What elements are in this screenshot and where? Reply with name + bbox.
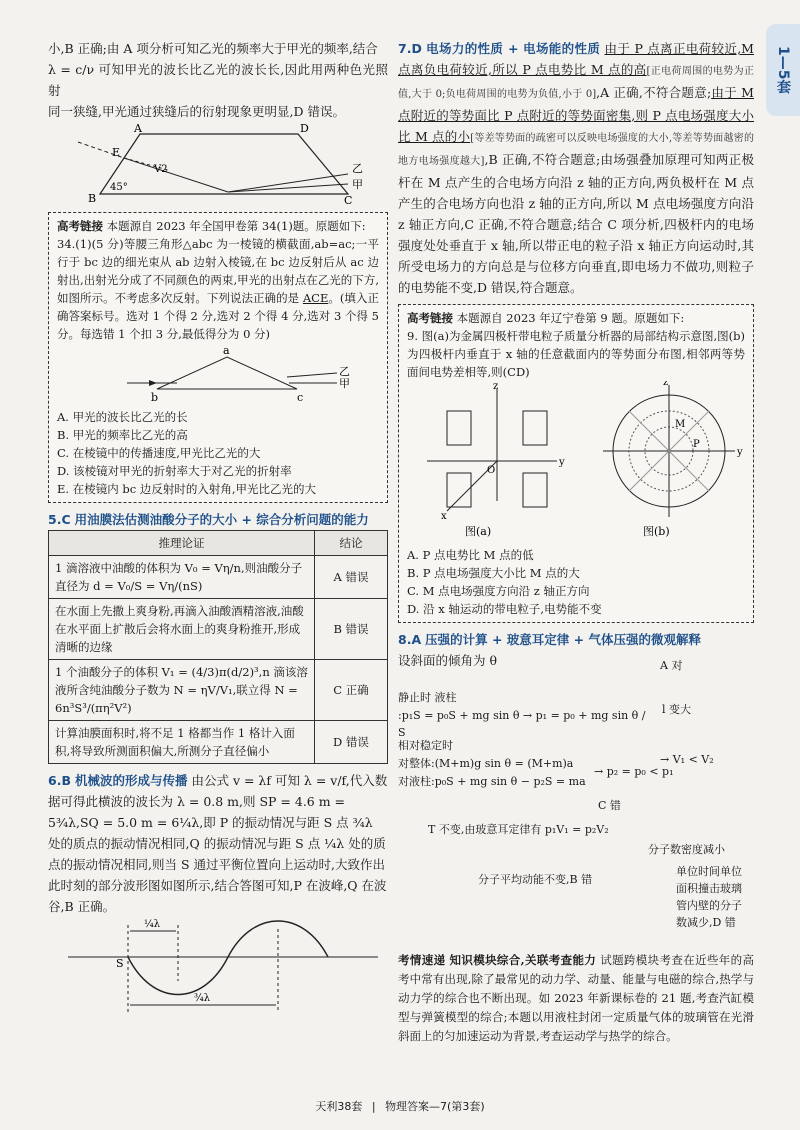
trend-block (398, 951, 754, 1046)
q5-row-c-result: C 正确 (315, 660, 388, 721)
q5-row-a-reason: 1 滴溶液中油酸的体积为 V₀ = Vη/n,则油酸分子直径为 d = V₀/S = Vη/(nS) (49, 556, 315, 599)
intro-line-1: 小,B 正确;由 A 项分析可知乙光的频率大于甲光的频率,结合 (48, 41, 378, 56)
wave-figure (48, 917, 388, 1017)
q6-block (48, 770, 388, 917)
figb-label-z: z (663, 381, 669, 388)
fig34-label-yi: 乙 (339, 365, 350, 378)
flow-relative: 相对稳定时 (398, 739, 453, 752)
q7-note-2: [等差等势面的疏密可以反映电场强度的大小,等差等势面越密的地方电场强度越大] (398, 133, 754, 167)
figa-label-z: z (493, 381, 499, 392)
q5-head-conclusion: 结论 (315, 531, 388, 556)
fig1-label-v2: V2 (154, 164, 168, 175)
flow-static-eq: :p₁S = p₀S + mg sin θ → p₁ = p₀ + mg sin θ / S (398, 709, 646, 739)
table-row (49, 721, 388, 764)
q5-header (48, 509, 388, 530)
left-column (48, 38, 388, 1023)
q5-head-reason: 推理论证 (49, 531, 315, 556)
gk34-option-a: A. 甲光的波长比乙光的长 (57, 410, 188, 424)
flow-static: 静止时 液柱 (398, 691, 457, 704)
q6-title: 机械波的形成与传播 (74, 773, 188, 788)
flow-boyle: T 不变,由玻意耳定律有 p₁V₁ = p₂V₂ (428, 823, 609, 836)
prism-figure-34 (57, 343, 377, 403)
figa-label-y: y (559, 457, 565, 468)
gk9-tag: 高考链接 (407, 311, 453, 325)
gk9-question: 9. 图(a)为金属四极杆带电粒子质量分析器的局部结构示意图,图(b)为四极杆内垂直于 x 轴的任意截面内的等势面分布图,相邻两等势面间电势差相等,则(CD) (407, 329, 745, 379)
gk34-option-e: E. 在棱镜内 bc 边反射时的入射角,甲光比乙光的大 (57, 482, 316, 496)
flow-d-text: 单位时间单位面积撞击玻璃管内壁的分子数减少,D 错 (676, 865, 742, 929)
quadrupole-figures (407, 381, 747, 541)
gk34-question: 34.(1)(5 分)等腰三角形△abc 为一棱镜的横截面,ab=ac;一平行于 bc 边的细光束从 ab 边射入棱镜,在 bc 边反射后从 ac 边射出,出射光分成了不同颜色的两束,甲光的出射点在乙光的下方,如图所示。不考虑多次反射。下列说法正确的是 (57, 237, 379, 305)
gk34-option-b: B. 甲光的频率比乙光的高 (57, 428, 188, 442)
q7-note-1: [正电荷周围的电势为正值,大于 0;负电荷周围的电势为负值,小于 0] (398, 66, 755, 100)
gaokao-link-9 (398, 304, 754, 623)
fig1-label-angle: 45° (110, 182, 128, 193)
fig1-label-yi: 乙 (352, 162, 363, 175)
q5-row-b-result: B 错误 (315, 599, 388, 660)
fig1-label-c: C (344, 194, 353, 204)
flow-column: 对液柱:p₀S + mg sin θ − p₂S = ma (398, 775, 586, 788)
trend-text: 试题跨模块考查在近些年的高考中常有出现,除了最常见的动力学、动量、能量与电磁的综合,热学与动力学的综合也不断出现。如 2023 年新课标卷的 21 题,考查汽缸模型与弹簧模型的综合;本题以用液柱封闭一定质量气体的玻璃管在光滑斜面上的匀加速运动为背景,考查运动学与热学的综合。 (398, 953, 755, 1043)
q7-text-1: 由于 P 点离正电荷较近,M 点离负电荷较近,所以 P 点电势比 M 点的高 (398, 41, 754, 77)
fig1-label-d: D (300, 122, 309, 135)
q5-row-a-result: A 错误 (315, 556, 388, 599)
right-column (398, 38, 754, 1046)
fig1-label-b: B (88, 192, 97, 204)
flow-p-compare: → p₂ = p₀ < p₁ (594, 765, 674, 778)
wave-label-quarter: ¼λ (144, 919, 161, 930)
fig34-label-c: c (297, 391, 304, 403)
figb-label-p: P (693, 439, 700, 450)
flow-v-compare: → V₁ < V₂ (660, 753, 714, 766)
footer-page: 物理答案—7(第3套) (385, 1100, 485, 1113)
trend-head: 知识模块综合,关联考查能力 (449, 953, 597, 967)
page-footer: 天利38套 | 物理答案—7(第3套) (315, 1100, 485, 1113)
prism-figure-1 (48, 122, 388, 204)
q8-number: 8.A (398, 632, 422, 647)
q6-number: 6.B (48, 773, 71, 788)
flow-density: 分子数密度减小 (648, 843, 725, 856)
gk34-option-d: D. 该棱镜对甲光的折射率大于对乙光的折射率 (57, 464, 292, 478)
q6-text: 由公式 v = λf 可知 λ = v/f,代入数据可得此横波的波长为 λ = 0.8 m,则 SP = 4.6 m = 5¾λ,SQ = 5.0 m = 6¼λ,即 P 的振动情况与距 S 点 ¾λ 处的质点的振动情况相同,Q 的振动情况与距 S 点 ¼λ 处的质点的振动情况相同,则当 S 通过平衡位置向上运动时,大致作出此时刻的部分波形图如图所示,结合答图可知,P 在波峰,Q 在波谷,B 正确。 (48, 773, 388, 914)
gk34-option-c: C. 在棱镜中的传播速度,甲光比乙光的大 (57, 446, 261, 460)
fig1-label-a: A (134, 122, 142, 135)
fig34-label-jia: 甲 (339, 377, 350, 390)
wave-label-three-quarter: ¾λ (194, 993, 211, 1004)
trend-tag: 考情速递 (398, 953, 446, 967)
q7-text-2: ,A 正确,不符合题意; (596, 85, 712, 100)
q7-block (398, 38, 754, 298)
gk9-option-d: D. 沿 x 轴运动的带电粒子,电势能不变 (407, 602, 602, 616)
table-row (49, 599, 388, 660)
fig34-label-a: a (223, 344, 230, 357)
flow-c-wrong: C 错 (598, 799, 621, 812)
fig1-label-jia: 甲 (352, 178, 363, 191)
q7-text-4: ,B 正确,不符合题意;由场强叠加原理可知两正极杆在 M 点产生的合电场方向沿 z 轴的正方向,两负极杆在 M 点产生的合电场方向也沿 z 轴的正方向,所以 M 点电场强度方向沿 z 轴正方向,C 正确,不符合题意;结合 C 项分析,四极杆内的电场强度处处垂直于 x 轴,所以带正电的粒子沿 x 轴正方向运动时,其所受电场力的方向总是与位移方向垂直,即电场力不做功,则粒子的电势能不变,D 错误,符合题意。 (398, 152, 754, 295)
flow-a-right: A 对 (660, 659, 683, 672)
q7-text-3: 由于 M 点附近的等势面比 P 点附近的等势面密集,则 P 点电场强度大小比 M 点的小 (398, 85, 754, 144)
gaokao-link-34 (48, 212, 388, 503)
q7-number: 7.D (398, 41, 422, 56)
gk9-source: 本题源自 2023 年辽宁卷第 9 题。原题如下: (456, 311, 685, 325)
fig34-label-b: b (151, 391, 159, 403)
wave-label-s: S (116, 957, 124, 970)
table-header-row (49, 531, 388, 556)
gk9-option-b: B. P 点电场强度大小比 M 点的大 (407, 566, 580, 580)
figb-label-y: y (737, 447, 743, 458)
flow-l-increase: l 变大 (662, 703, 692, 716)
table-row (49, 556, 388, 599)
intro-line-2: λ = c/ν 可知甲光的波长比乙光的波长长,因此用两种色光照射 (48, 62, 388, 98)
flow-avg-ke: 分子平均动能不变,B 错 (478, 873, 593, 886)
gk34-tag: 高考链接 (57, 219, 103, 233)
intro-line-3: 同一狭缝,甲光通过狭缝后的衍射现象更明显,D 错误。 (48, 104, 345, 119)
q5-table (48, 530, 388, 764)
figb-label-m: M (675, 419, 686, 430)
footer-brand: 天利38套 (315, 1100, 363, 1113)
q8-header (398, 629, 754, 650)
table-row (49, 660, 388, 721)
gk9-option-a: A. P 点电势比 M 点的低 (407, 548, 534, 562)
volume-tab[interactable]: 1—5套 (766, 24, 800, 116)
figb-caption: 图(b) (643, 525, 670, 538)
q5-row-d-reason: 计算油膜面积时,将不足 1 格都当作 1 格计入面积,将导致所测面积偏大,所测分子直径偏小 (49, 721, 315, 764)
fig1-label-e: E (112, 146, 121, 159)
gk34-source: 本题源自 2023 年全国甲卷第 34(1)题。原题如下: (106, 219, 366, 233)
q5-number: 5.C (48, 512, 71, 527)
q8-title: 压强的计算 + 玻意耳定律 + 气体压强的微观解释 (425, 632, 701, 647)
gk9-option-c: C. M 点电场强度方向沿 z 轴正方向 (407, 584, 590, 598)
q5-row-c-reason: 1 个油酸分子的体积 V₁ = (4/3)π(d/2)³,n 滴该溶液所含纯油酸分子数为 N = ηV/V₁,联立得 N = 6n³S³/(πη²V²) (49, 660, 315, 721)
q5-row-d-result: D 错误 (315, 721, 388, 764)
q7-title: 电场力的性质 + 电场能的性质 (426, 41, 601, 56)
figa-label-o: O (487, 465, 496, 476)
flow-whole: 对整体:(M+m)g sin θ = (M+m)a (398, 757, 574, 770)
q5-title: 用油膜法估测油酸分子的大小 + 综合分析问题的能力 (74, 512, 369, 527)
figa-label-x: x (441, 511, 447, 522)
q8-setup: 设斜面的倾角为 θ (398, 653, 497, 668)
gk34-answer: ACE (302, 291, 329, 305)
gk34-question-2: 。(填入正确答案标号。选对 1 个得 2 分,选对 2 个得 4 分,选对 3 个得 5 分。每选错 1 个扣 3 分,最低得分为 0 分) (57, 291, 379, 341)
q5-row-b-reason: 在水面上先撒上爽身粉,再滴入油酸酒精溶液,油酸在水平面上扩散后会将水面上的爽身粉推开,形成清晰的边缘 (49, 599, 315, 660)
figa-caption: 图(a) (465, 525, 492, 538)
